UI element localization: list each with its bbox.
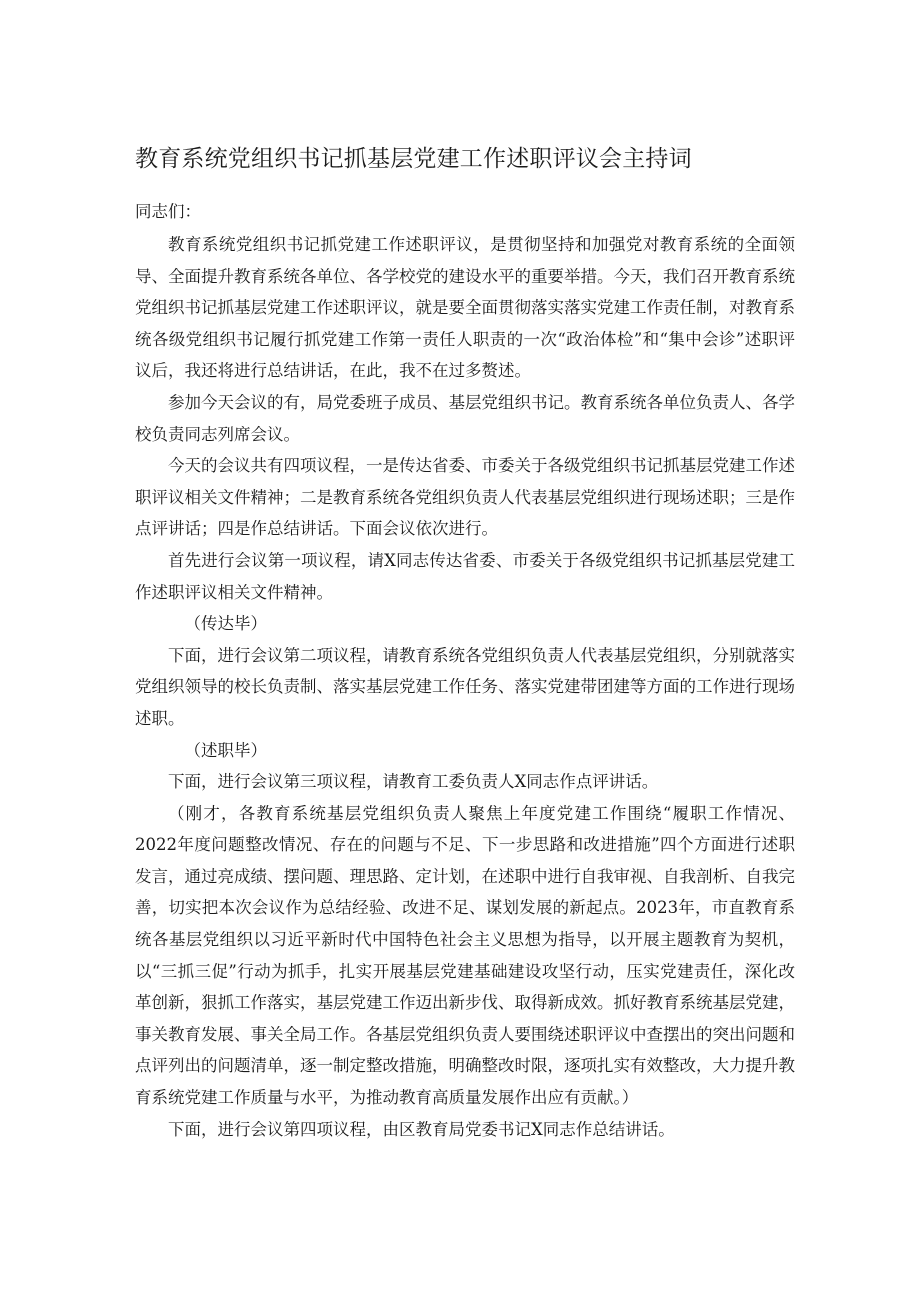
- paragraph-agenda-item-3: 下面，进行会议第三项议程，请教育工委负责人X同志作点评讲话。: [168, 772, 659, 792]
- stage-note-report-done: （述职毕）: [184, 740, 267, 760]
- paragraph-intro: 教育系统党组织书记抓党建工作述职评议，是贯彻坚持和加强党对教育系统的全面领导、全面提升教育系统各单位、各学校党的建设水平的重要举措。今天，我们召开教育系统党组织书记抓基层党建工作述职评议，就是要全面贯彻落实落实党建工作责任制，对教育系统各级党组织书记履行抓党建工作第一责任人职责的一次“政治体检”和“集中会诊”述职评议后，我还将进行总结讲话，在此，我不在过多赘述。: [135, 235, 795, 381]
- document-body: [135, 229, 795, 1145]
- paragraph-agenda-item-2: 下面，进行会议第二项议程，请教育系统各党组织负责人代表基层党组织，分别就落实党组织领导的校长负责制、落实基层党建工作任务、落实党建带团建等方面的工作进行现场述职。: [135, 645, 795, 728]
- salutation: 同志们：: [135, 202, 201, 221]
- paragraph-agenda-item-1: 首先进行会议第一项议程，请X同志传达省委、市委关于各级党组织书记抓基层党建工作述职评议相关文件精神。: [135, 550, 795, 602]
- paragraph-agenda: 今天的会议共有四项议程，一是传达省委、市委关于各级党组织书记抓基层党建工作述职评议相关文件精神；二是教育系统各党组织负责人代表基层党组织进行现场述职；三是作点评讲话；四是作总结讲话。下面会议依次进行。: [135, 456, 795, 539]
- paragraph-attendees: 参加今天会议的有，局党委班子成员、基层党组织书记。教育系统各单位负责人、各学校负责同志列席会议。: [135, 392, 795, 444]
- stage-note-relay-done: （传达毕）: [184, 614, 267, 634]
- document-title: 教育系统党组织书记抓基层党建工作述职评议会主持词: [135, 146, 692, 172]
- paragraph-agenda-item-4: 下面，进行会议第四项议程，由区教育局党委书记X同志作总结讲话。: [168, 1119, 675, 1139]
- paragraph-review-comments: （刚才，各教育系统基层党组织负责人聚焦上年度党建工作围绕“履职工作情况、2022年度问题整改情况、存在的问题与不足、下一步思路和改进措施”四个方面进行述职发言，通过亮成绩、摆问题、理思路、定计划，在述职中进行自我审视、自我剖析、自我完善，切实把本次会议作为总结经验、改进不足、谋划发展的新起点。2023年，市直教育系统各基层党组织以习近平新时代中国特色社会主义思想为指导，以开展主题教育为契机，以“三抓三促”行动为抓手，扎实开展基层党建基础建设攻坚行动，压实党建责任，深化改革创新，狠抓工作落实，基层党建工作迈出新步伐、取得新成效。抓好教育系统基层党建，事关教育发展、事关全局工作。各基层党组织负责人要围绕述职评议中查摆出的突出问题和点评列出的问题清单，逐一制定整改措施，明确整改时限，逐项扎实有效整改，大力提升教育系统党建工作质量与水平，为推动教育高质量发展作出应有贡献。）: [135, 803, 795, 1108]
